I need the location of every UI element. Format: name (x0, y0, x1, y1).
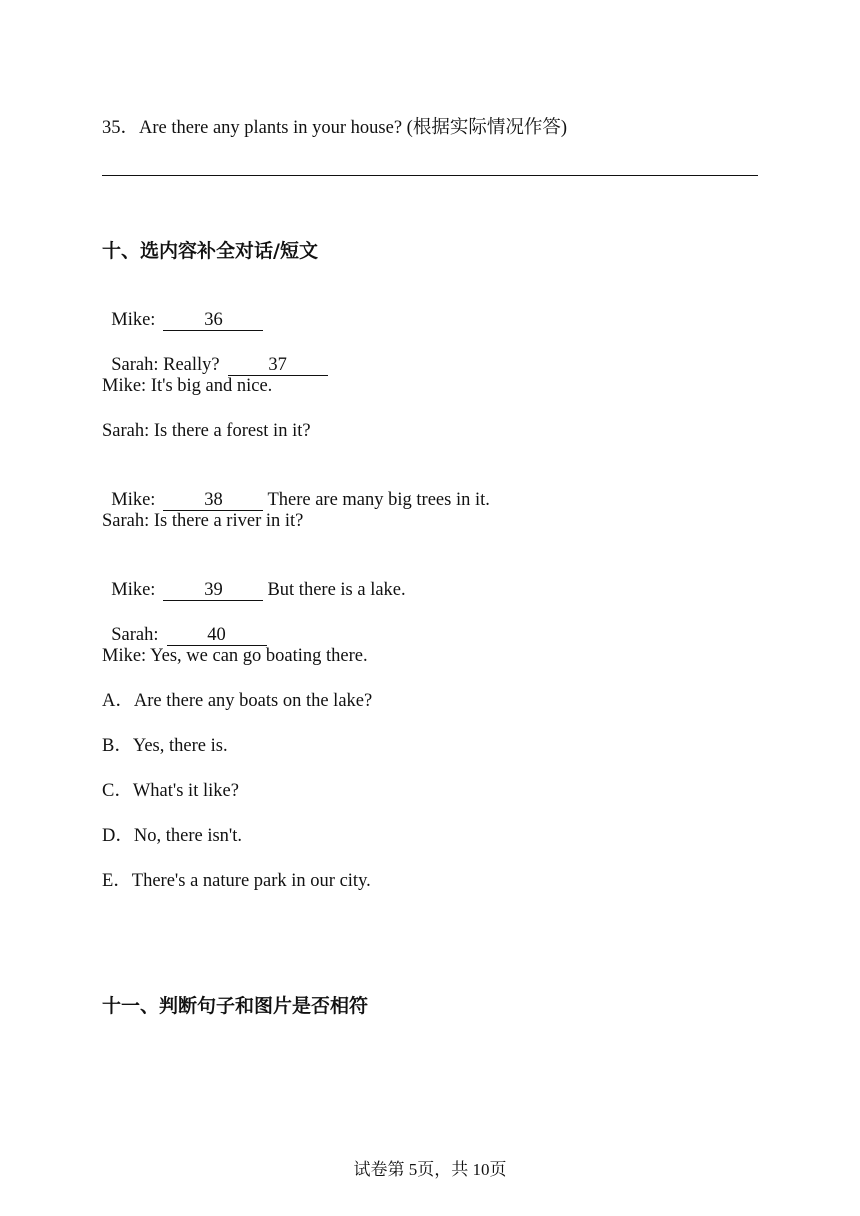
option-a: A．Are there any boats on the lake? (102, 691, 373, 711)
section-11-heading: 十一、判断句子和图片是否相符 (102, 995, 369, 1017)
dialogue-line-38 (102, 464, 490, 512)
section-10-heading: 十、选内容补全对话/短文 (102, 240, 318, 262)
dialogue-line-37 (102, 329, 332, 377)
dialogue-line: Sarah: Is there a forest in it? (102, 421, 311, 441)
dialogue-line: Mike: It's big and nice. (102, 376, 273, 396)
page-footer: 试卷第 5页，共 10页 (353, 1160, 507, 1179)
dialogue-line-36 (102, 284, 267, 332)
question-35: 35．Are there any plants in your house? (根据实际情况作答) (102, 118, 567, 138)
option-c: C．What's it like? (102, 781, 239, 801)
blank-36: 36 (163, 310, 263, 331)
dialogue-after: But there is a lake. (267, 580, 406, 600)
answer-line (102, 175, 758, 176)
speaker: Mike: (111, 490, 156, 510)
dialogue-line-40 (102, 599, 271, 647)
speaker: Mike: (111, 310, 156, 330)
blank-37: 37 (228, 355, 328, 376)
dialogue-line: Mike: Yes, we can go boating there. (102, 646, 368, 666)
blank-39: 39 (163, 580, 263, 601)
blank-38: 38 (163, 490, 263, 511)
option-e: E．There's a nature park in our city. (102, 871, 371, 891)
speaker: Sarah: Really? (111, 355, 220, 375)
dialogue-line-39 (102, 554, 406, 602)
speaker: Mike: (111, 580, 156, 600)
blank-40: 40 (167, 625, 267, 646)
option-d: D．No, there isn't. (102, 826, 243, 846)
speaker: Sarah: (111, 625, 159, 645)
option-b: B．Yes, there is. (102, 736, 228, 756)
dialogue-after: There are many big trees in it. (267, 490, 490, 510)
dialogue-line: Sarah: Is there a river in it? (102, 511, 304, 531)
